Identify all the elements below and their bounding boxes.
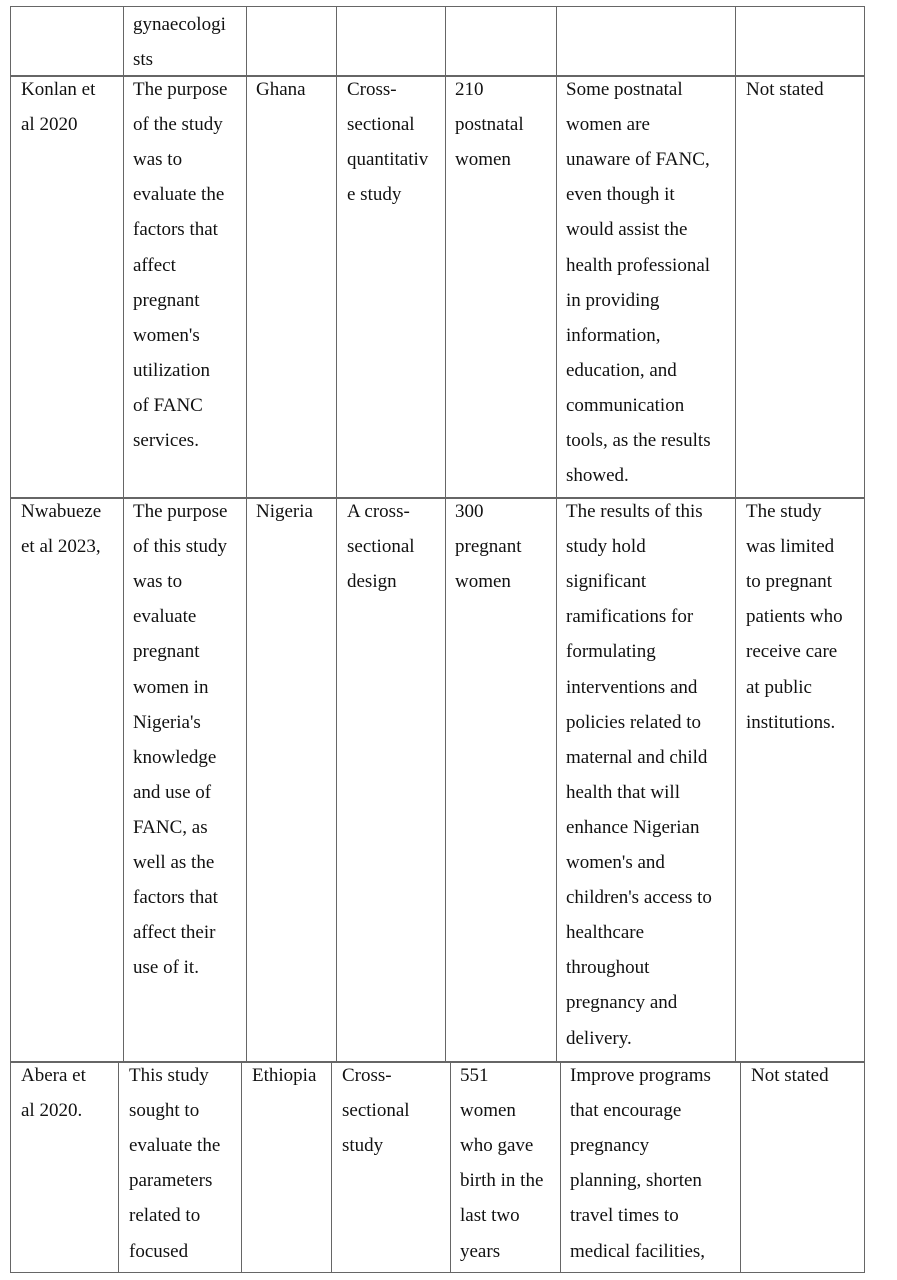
cell-text-line: quantitativ — [347, 149, 429, 171]
cell-text-line: use of it. — [133, 957, 199, 979]
cell-text-line: Nigeria — [256, 501, 313, 522]
cell-text-line: even though it — [566, 184, 675, 206]
cell-text-line: Some postnatal — [566, 79, 683, 100]
cell-text-line: years — [460, 1240, 501, 1262]
table-cell — [735, 76, 865, 498]
cell-text-line: utilization — [133, 359, 211, 381]
cell-text-line: Not stated — [751, 1065, 829, 1086]
cell-text-line: al 2020. — [21, 1100, 83, 1122]
table-cell — [123, 76, 247, 498]
cell-text-line: was to — [133, 571, 183, 593]
cell-text-line: tools, as the results — [566, 430, 711, 451]
cell-text-line: Improve programs — [570, 1065, 711, 1086]
cell-text-line: services. — [133, 430, 199, 451]
table-cell — [118, 1062, 242, 1273]
cell-text-line: was to — [133, 149, 183, 171]
table-cell — [10, 6, 124, 76]
cell-text-line: institutions. — [746, 711, 836, 733]
cell-text-line: gynaecologi — [133, 14, 226, 35]
cell-text-line: travel times to — [570, 1205, 679, 1227]
cell-text-line: focused — [129, 1240, 189, 1262]
cell-text-line: evaluate the — [133, 184, 225, 206]
cell-text-line: knowledge — [133, 746, 217, 768]
table-cell — [10, 1062, 119, 1273]
cell-text-line: evaluate — [133, 606, 197, 628]
cell-text-line: delivery. — [566, 1027, 632, 1049]
cell-text-line: 551 — [460, 1065, 489, 1086]
cell-text-line: to pregnant — [746, 571, 833, 593]
cell-text-line: medical facilities, — [570, 1240, 706, 1262]
cell-text-line: Cross- — [342, 1065, 392, 1086]
cell-text-line: women — [455, 149, 511, 171]
table-cell — [735, 498, 865, 1062]
table-cell — [450, 1062, 561, 1273]
cell-text-line: health professional — [566, 254, 711, 276]
cell-text-line: birth in the — [460, 1170, 544, 1192]
cell-text-line: et al 2023, — [21, 536, 101, 558]
cell-text-line: pregnant — [455, 536, 522, 558]
cell-text-line: in providing — [566, 289, 660, 311]
cell-text-line: factors that — [133, 219, 218, 241]
cell-text-line: factors that — [133, 887, 218, 909]
table-cell — [445, 498, 557, 1062]
cell-text-line: maternal and child — [566, 746, 708, 768]
cell-text-line: planning, shorten — [570, 1170, 702, 1192]
cell-text-line: education, and — [566, 359, 677, 381]
cell-text-line: design — [347, 571, 397, 593]
cell-text-line: Abera et — [21, 1065, 86, 1086]
cell-text-line: affect their — [133, 922, 216, 944]
cell-text-line: Nwabueze — [21, 501, 102, 522]
cell-text-line: health that will — [566, 781, 680, 803]
cell-text-line: FANC, as — [133, 816, 208, 838]
cell-text-line: significant — [566, 571, 647, 593]
cell-text-line: pregnancy — [570, 1135, 650, 1157]
table-cell — [556, 6, 736, 76]
cell-text-line: throughout — [566, 957, 650, 979]
cell-text-line: sectional — [347, 114, 415, 136]
cell-text-line: receive care — [746, 641, 838, 663]
table-row — [0, 498, 897, 1062]
table-cell — [10, 498, 124, 1062]
cell-text-line: affect — [133, 254, 176, 276]
cell-text-line: parameters — [129, 1170, 213, 1192]
cell-text-line: Ghana — [256, 79, 306, 100]
cell-text-line: study hold — [566, 536, 646, 558]
cell-text-line: women are — [566, 114, 650, 136]
cell-text-line: was limited — [746, 536, 835, 558]
cell-text-line: The results of this — [566, 501, 703, 522]
table-cell — [336, 6, 446, 76]
cell-text-line: pregnant — [133, 641, 200, 663]
cell-text-line: women's and — [566, 852, 665, 873]
table-cell — [246, 498, 337, 1062]
cell-text-line: Konlan et — [21, 79, 96, 100]
cell-text-line: A cross- — [347, 501, 410, 522]
table-row — [0, 76, 897, 498]
cell-text-line: Not stated — [746, 79, 824, 100]
cell-text-line: The purpose — [133, 501, 228, 522]
cell-text-line: study — [342, 1135, 384, 1157]
table-cell — [445, 76, 557, 498]
cell-text-line: children's access to — [566, 887, 712, 909]
table-cell — [336, 498, 446, 1062]
cell-text-line: that encourage — [570, 1100, 682, 1122]
cell-text-line: well as the — [133, 852, 215, 873]
table-cell — [246, 76, 337, 498]
cell-text-line: of FANC — [133, 394, 203, 416]
cell-text-line: 210 — [455, 79, 484, 100]
cell-text-line: ramifications for — [566, 606, 694, 628]
cell-text-line: unaware of FANC, — [566, 149, 710, 171]
cell-text-line: related to — [129, 1205, 201, 1227]
cell-text-line: Nigeria's — [133, 711, 201, 733]
cell-text-line: evaluate the — [129, 1135, 221, 1157]
cell-text-line: of this study — [133, 536, 227, 558]
cell-text-line: policies related to — [566, 711, 702, 733]
cell-text-line: sectional — [342, 1100, 410, 1122]
table-cell — [123, 6, 247, 76]
cell-text-line: sought to — [129, 1100, 200, 1122]
cell-text-line: communication — [566, 394, 685, 416]
cell-text-line: healthcare — [566, 922, 645, 944]
cell-text-line: The study — [746, 501, 822, 522]
table-cell — [241, 1062, 332, 1273]
cell-text-line: enhance Nigerian — [566, 816, 700, 838]
cell-text-line: interventions and — [566, 676, 698, 698]
table-cell — [735, 6, 865, 76]
cell-text-line: This study — [129, 1065, 209, 1086]
cell-text-line: Cross- — [347, 79, 397, 100]
cell-text-line: sectional — [347, 536, 415, 558]
cell-text-line: at public — [746, 676, 812, 698]
cell-text-line: would assist the — [566, 219, 688, 241]
table-row — [0, 1062, 897, 1273]
cell-text-line: formulating — [566, 641, 656, 663]
cell-text-line: The purpose — [133, 79, 228, 100]
cell-text-line: 300 — [455, 501, 484, 522]
cell-text-line: al 2020 — [21, 114, 78, 136]
cell-text-line: who gave — [460, 1135, 534, 1157]
cell-text-line: sts — [133, 49, 154, 71]
cell-text-line: women's — [133, 324, 200, 346]
table-cell — [10, 76, 124, 498]
cell-text-line: information, — [566, 324, 661, 346]
cell-text-line: and use of — [133, 781, 212, 803]
cell-text-line: women — [460, 1100, 516, 1122]
cell-text-line: Ethiopia — [252, 1065, 317, 1086]
cell-text-line: postnatal — [455, 114, 524, 136]
table-cell — [560, 1062, 741, 1273]
table-cell — [331, 1062, 451, 1273]
cell-text-line: pregnancy and — [566, 992, 678, 1014]
cell-text-line: patients who — [746, 606, 843, 628]
table-cell — [123, 498, 247, 1062]
cell-text-line: showed. — [566, 465, 629, 487]
cell-text-line: last two — [460, 1205, 520, 1227]
cell-text-line: women — [455, 571, 511, 593]
table-cell — [740, 1062, 865, 1273]
cell-text-line: pregnant — [133, 289, 200, 311]
table-cell — [246, 6, 337, 76]
table-cell — [445, 6, 557, 76]
table-cell — [556, 498, 736, 1062]
cell-text-line: e study — [347, 184, 402, 206]
table-cell — [336, 76, 446, 498]
cell-text-line: women in — [133, 676, 209, 698]
cell-text-line: of the study — [133, 114, 223, 136]
table-cell — [556, 76, 736, 498]
table-row — [0, 6, 897, 76]
